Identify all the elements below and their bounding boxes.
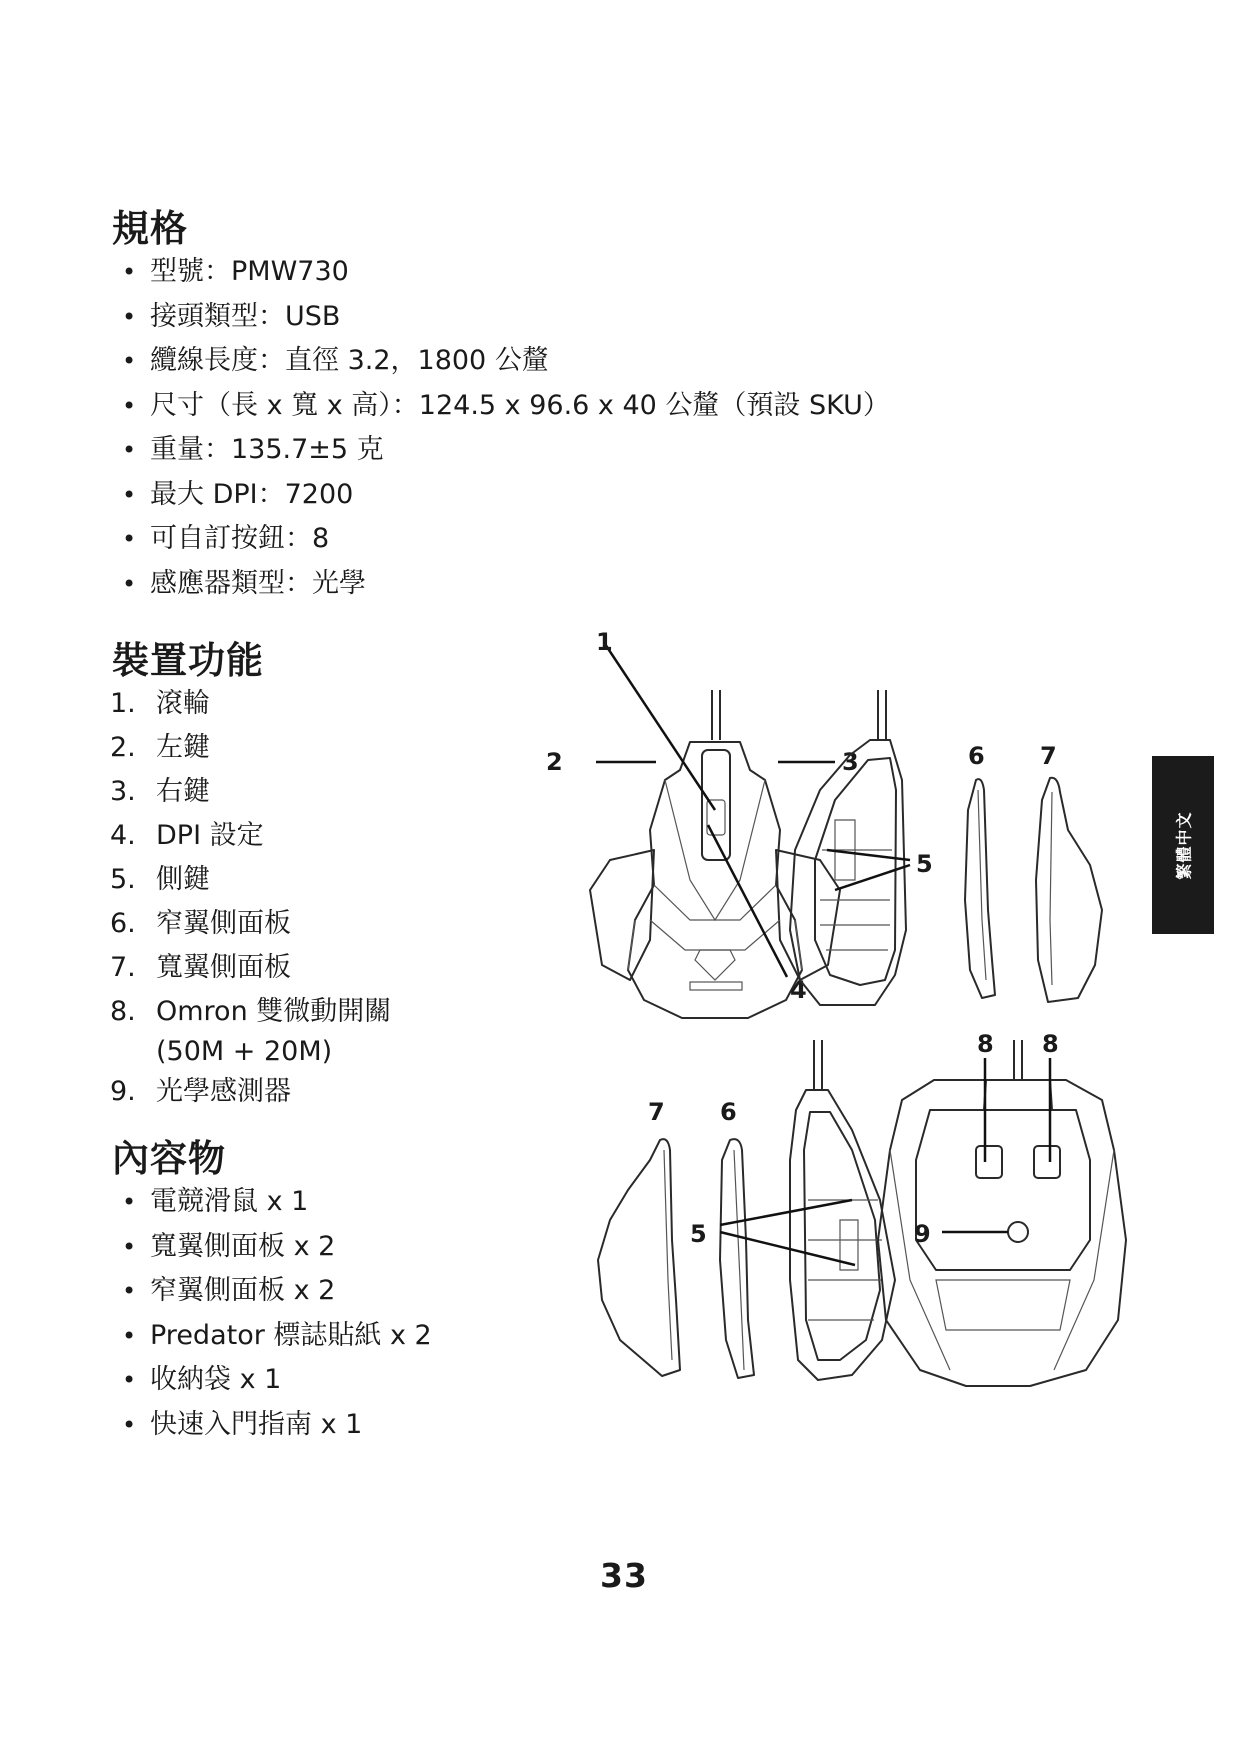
item-label: 窄翼側面板 bbox=[156, 908, 291, 939]
list-item: • 可自訂按鈕：8 bbox=[122, 517, 890, 562]
specs-list bbox=[122, 250, 890, 606]
list-item: • 窄翼側面板 x 2 bbox=[122, 1269, 432, 1314]
contents-list bbox=[122, 1180, 432, 1447]
leader-line bbox=[720, 1200, 852, 1225]
list-item: • 重量：135.7±5 克 bbox=[122, 428, 890, 473]
features-heading: 裝置功能 bbox=[112, 639, 264, 682]
list-item: • 電競滑鼠 x 1 bbox=[122, 1180, 432, 1225]
page-number: 33 bbox=[600, 1556, 648, 1595]
item-number: 4. bbox=[110, 820, 136, 851]
callout-5: 5 bbox=[916, 850, 933, 878]
callout-8b: 8 bbox=[1042, 1030, 1059, 1058]
item-number: 1. bbox=[110, 688, 136, 719]
callout-9: 9 bbox=[914, 1220, 931, 1248]
item-label: DPI 設定 bbox=[156, 820, 264, 851]
callout-2: 2 bbox=[546, 748, 563, 776]
list-item: • 尺寸（長 x 寬 x 高）：124.5 x 96.6 x 40 公釐（預設 SKU） bbox=[122, 384, 890, 429]
side-panel-narrow-lower bbox=[720, 1139, 754, 1378]
language-tab-label: 繁體中文 bbox=[1174, 810, 1194, 880]
language-tab bbox=[1152, 756, 1214, 934]
item-label: 光學感測器 bbox=[156, 1076, 291, 1107]
item-number: 7. bbox=[110, 952, 136, 983]
item-number: 8. bbox=[110, 996, 136, 1027]
item-label: 寬翼側面板 bbox=[156, 952, 291, 983]
side-panel-wide-lower bbox=[598, 1139, 680, 1376]
item-label: 滾輪 bbox=[156, 688, 210, 719]
callout-6-lower: 6 bbox=[720, 1098, 737, 1126]
side-panel-narrow bbox=[965, 779, 995, 998]
list-item bbox=[110, 682, 391, 726]
callout-1: 1 bbox=[596, 628, 613, 656]
callout-7-lower: 7 bbox=[648, 1098, 665, 1126]
list-item: • 最大 DPI：7200 bbox=[122, 473, 890, 518]
item-label: 左鍵 bbox=[156, 732, 210, 763]
mouse-top-view bbox=[590, 690, 840, 1018]
callout-7: 7 bbox=[1040, 742, 1057, 770]
list-item bbox=[110, 902, 391, 946]
callout-5-lower: 5 bbox=[690, 1220, 707, 1248]
list-item bbox=[110, 770, 391, 814]
list-item bbox=[110, 814, 391, 858]
list-item: • 型號：PMW730 bbox=[122, 250, 890, 295]
item-number: 3. bbox=[110, 776, 136, 807]
list-item bbox=[110, 1070, 391, 1114]
leader-line bbox=[720, 1232, 855, 1265]
item-number: 5. bbox=[110, 864, 136, 895]
item-label: 側鍵 bbox=[156, 864, 210, 895]
list-item: • 接頭類型：USB bbox=[122, 295, 890, 340]
item-number: 2. bbox=[110, 732, 136, 763]
item-label: Omron 雙微動開關 bbox=[156, 996, 392, 1027]
contents-heading: 內容物 bbox=[112, 1137, 226, 1180]
list-item: • 收納袋 x 1 bbox=[122, 1358, 432, 1403]
callout-8a: 8 bbox=[977, 1030, 994, 1058]
leader-line bbox=[605, 644, 715, 810]
callout-3: 3 bbox=[842, 748, 859, 776]
list-item bbox=[110, 946, 391, 990]
mouse-diagram bbox=[546, 628, 1150, 1400]
list-item: • 寬翼側面板 x 2 bbox=[122, 1225, 432, 1270]
list-item: • 感應器類型：光學 bbox=[122, 562, 890, 607]
mouse-bottom-view bbox=[878, 1040, 1126, 1386]
leader-line bbox=[827, 850, 910, 860]
callout-4: 4 bbox=[790, 976, 807, 1004]
specs-heading: 規格 bbox=[112, 207, 188, 250]
list-item bbox=[110, 858, 391, 902]
list-item bbox=[110, 726, 391, 770]
list-item bbox=[110, 990, 391, 1070]
callout-6: 6 bbox=[968, 742, 985, 770]
features-list bbox=[110, 682, 391, 1114]
list-item: • Predator 標誌貼紙 x 2 bbox=[122, 1314, 432, 1359]
item-number: 6. bbox=[110, 908, 136, 939]
side-panel-wide bbox=[1036, 778, 1102, 1002]
mouse-side-view-upper bbox=[790, 690, 906, 1005]
list-item: • 纜線長度：直徑 3.2，1800 公釐 bbox=[122, 339, 890, 384]
list-item: • 快速入門指南 x 1 bbox=[122, 1403, 432, 1448]
leader-line bbox=[835, 865, 910, 890]
item-label: 右鍵 bbox=[156, 776, 210, 807]
item-number: 9. bbox=[110, 1076, 136, 1107]
item-continuation: (50M + 20M) bbox=[156, 1036, 333, 1067]
